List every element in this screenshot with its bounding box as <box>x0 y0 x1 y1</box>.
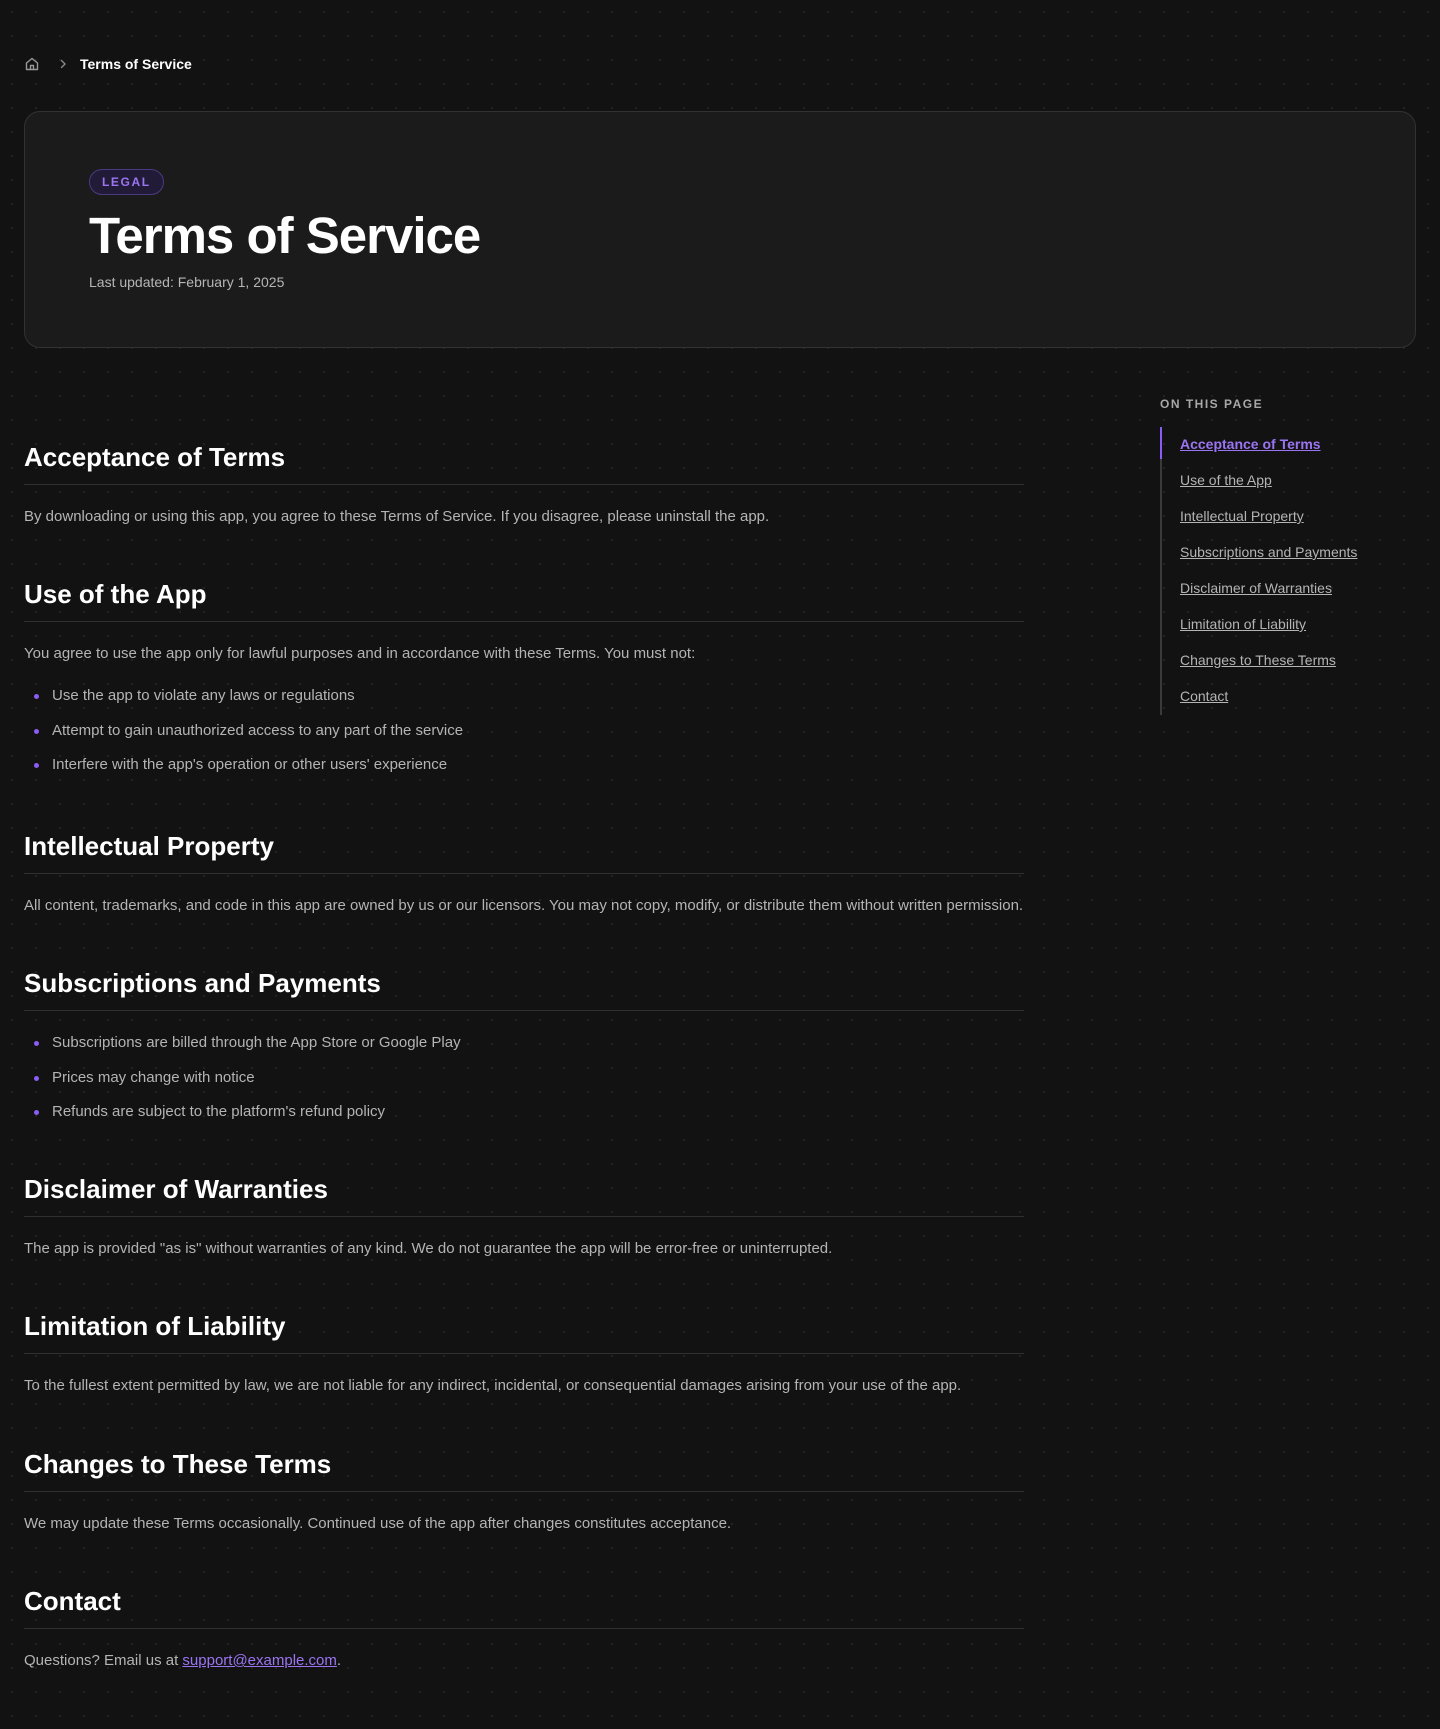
toc-item-contact[interactable]: Contact <box>1180 688 1229 704</box>
breadcrumb <box>24 54 192 74</box>
toc-heading: ON THIS PAGE <box>1160 397 1264 411</box>
section-title: Limitation of Liability <box>24 1310 1024 1354</box>
legal-badge: LEGAL <box>89 169 164 195</box>
list-item <box>24 1102 1024 1122</box>
section-title: Use of the App <box>24 578 1024 622</box>
section-title: Changes to These Terms <box>24 1448 1024 1492</box>
toc-item-limitation-of-liability[interactable]: Limitation of Liability <box>1180 616 1307 632</box>
support-email-link[interactable]: support@example.com <box>182 1652 337 1669</box>
list-item-text: Refunds are subject to the platform's refund policy <box>52 1103 386 1120</box>
section-changes-to-these-terms <box>24 1448 1024 1534</box>
hero-card <box>24 111 1416 348</box>
home-icon[interactable] <box>24 56 40 72</box>
list-item-text: Subscriptions are billed through the App Store or Google Play <box>52 1034 461 1051</box>
list-item <box>24 1068 1024 1088</box>
section-text: All content, trademarks, and code in this app are owned by us or our licensors. You may not copy, modify, or distribute them without written permission. <box>24 897 1024 914</box>
toc-item-intellectual-property[interactable]: Intellectual Property <box>1180 508 1304 524</box>
section-text: You agree to use the app only for lawful purposes and in accordance with these Terms. You must not: <box>24 645 696 662</box>
list-item-text: Interfere with the app's operation or other users' experience <box>52 756 448 773</box>
section-title: Intellectual Property <box>24 830 1024 874</box>
breadcrumb-current: Terms of Service <box>80 56 192 72</box>
section-title: Subscriptions and Payments <box>24 967 1024 1011</box>
list-item <box>24 686 1024 706</box>
section-title: Disclaimer of Warranties <box>24 1173 1024 1217</box>
section-title: Contact <box>24 1585 1024 1629</box>
section-text: The app is provided "as is" without warranties of any kind. We do not guarantee the app will be error-free or uninterrupted. <box>24 1240 833 1257</box>
list-item-text: Attempt to gain unauthorized access to any part of the service <box>52 721 464 739</box>
list-item-text: Use the app to violate any laws or regulations <box>52 687 355 704</box>
section-disclaimer-of-warranties <box>24 1173 1024 1259</box>
bullet-dot <box>34 763 39 768</box>
section-text: By downloading or using this app, you agree to these Terms of Service. If you disagree, please uninstall the app. <box>24 508 770 525</box>
section-title: Acceptance of Terms <box>24 441 1024 485</box>
contact-text: Questions? Email us at <box>24 1652 183 1669</box>
last-updated: Last updated: February 1, 2025 <box>89 274 285 290</box>
toc-item-use-of-the-app[interactable]: Use of the App <box>1180 472 1272 488</box>
section-text: We may update these Terms occasionally. Continued use of the app after changes constitutes acceptance. <box>24 1515 732 1532</box>
section-limitation-of-liability <box>24 1310 1024 1396</box>
section-text <box>24 1651 1024 1671</box>
bullet-dot <box>34 729 39 734</box>
list-item <box>24 721 1024 741</box>
section-use-of-the-app <box>24 578 1024 790</box>
list-item <box>24 755 1024 775</box>
payment-list <box>24 1033 1024 1122</box>
toc-item-subscriptions-and-payments[interactable]: Subscriptions and Payments <box>1180 544 1358 560</box>
contact-text-end: . <box>336 1652 342 1669</box>
toc-item-acceptance-of-terms[interactable]: Acceptance of Terms <box>1162 427 1420 463</box>
section-contact <box>24 1585 1024 1671</box>
page-title: Terms of Service <box>89 207 481 264</box>
list-item <box>24 1033 1024 1053</box>
bullet-dot <box>34 1041 39 1046</box>
bullet-dot <box>34 694 39 699</box>
rule-list <box>24 686 1024 775</box>
toc-item-disclaimer-of-warranties[interactable]: Disclaimer of Warranties <box>1180 580 1332 596</box>
table-of-contents <box>1160 396 1420 704</box>
section-acceptance-of-terms <box>24 441 1024 527</box>
toc-item-changes-to-these-terms[interactable]: Changes to These Terms <box>1180 652 1336 668</box>
section-subscriptions-and-payments <box>24 967 1024 1137</box>
chevron-right-icon <box>40 59 68 69</box>
toc-list <box>1160 427 1420 715</box>
section-intellectual-property <box>24 830 1024 916</box>
bullet-dot <box>34 1110 39 1115</box>
bullet-dot <box>34 1076 39 1081</box>
section-text: To the fullest extent permitted by law, we are not liable for any indirect, incidental, or consequential damages arising from your use of the app. <box>24 1377 962 1394</box>
list-item-text: Prices may change with notice <box>52 1068 255 1086</box>
